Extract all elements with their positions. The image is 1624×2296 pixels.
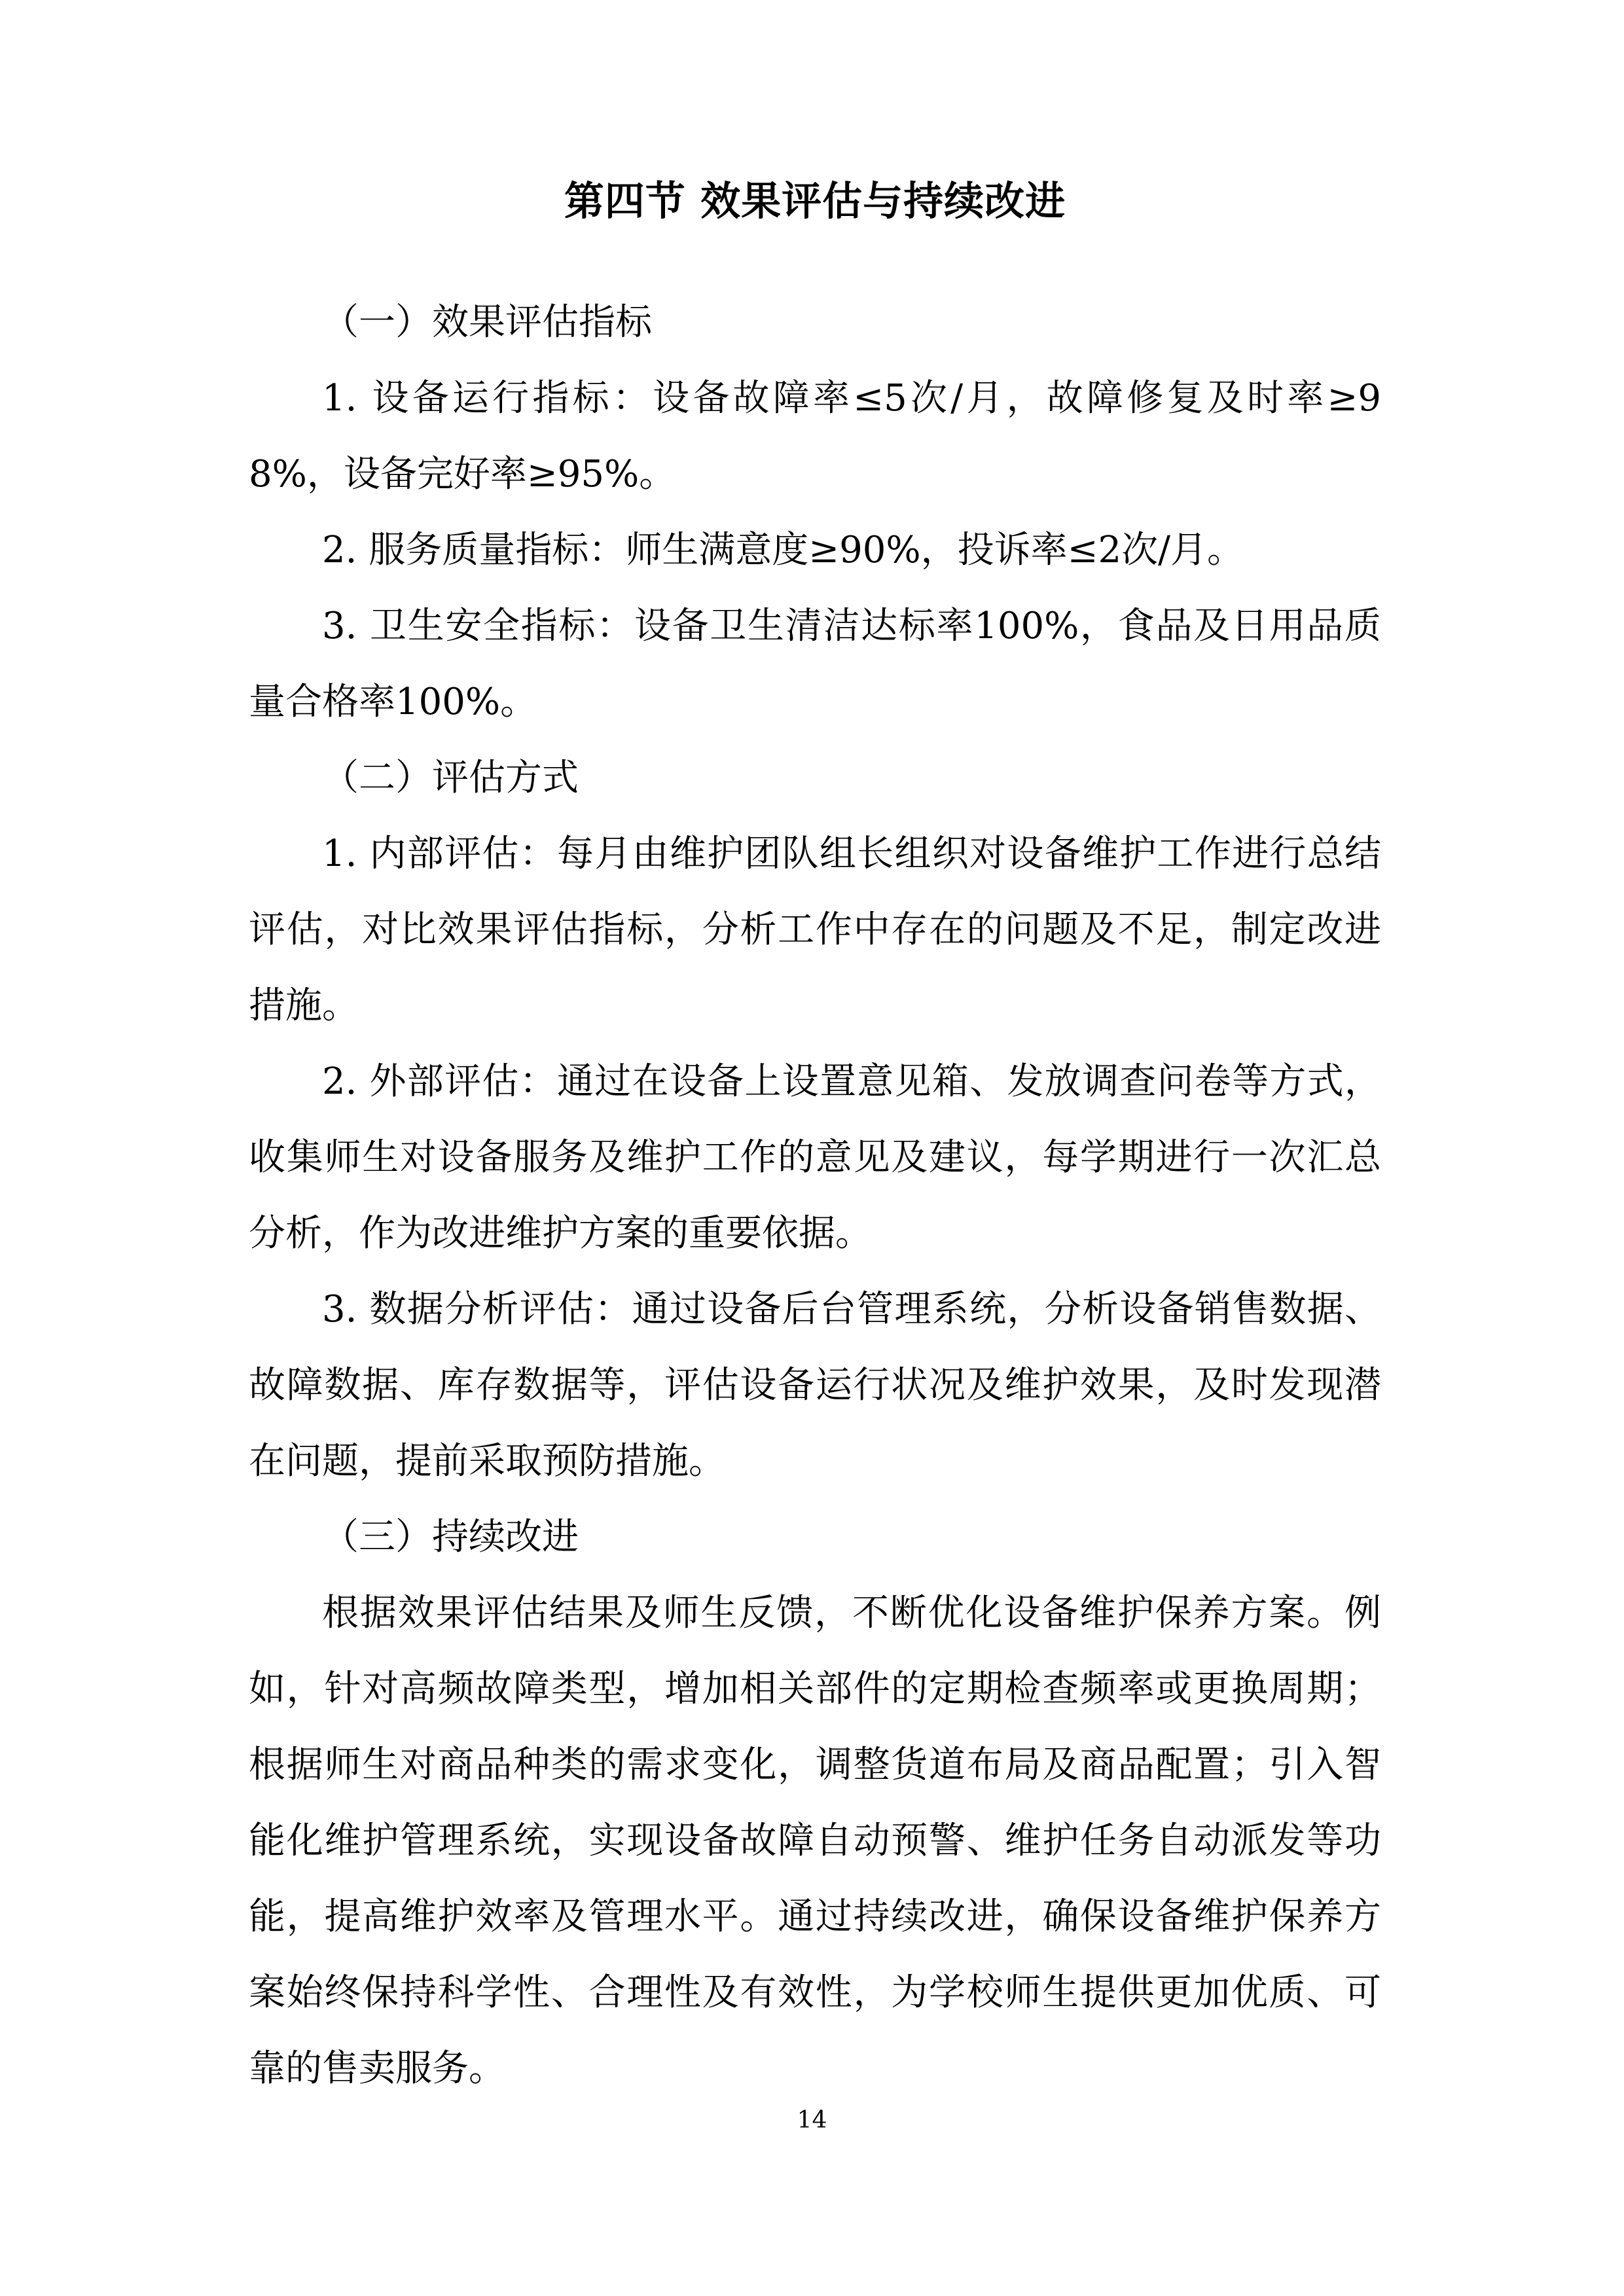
paragraph-internal-evaluation: 1. 内部评估：每月由维护团队组长组织对设备维护工作进行总结评估，对比效果评估指标，分析工作中存在的问题及不足，制定改进措施。 <box>249 833 1381 1027</box>
section-title: 第四节 效果评估与持续改进 <box>564 178 1066 224</box>
paragraph-external-evaluation: 2. 外部评估：通过在设备上设置意见箱、发放调查问卷等方式，收集师生对设备服务及维护工作的意见及建议，每学期进行一次汇总分析，作为改进维护方案的重要依据。 <box>249 1060 1381 1255</box>
subheading-effect-indicators: （一）效果评估指标 <box>322 301 652 344</box>
paragraph-safety-indicators: 3. 卫生安全指标：设备卫生清洁达标率100%，食品及日用品质量合格率100%。 <box>249 605 1381 723</box>
paragraph-service-indicators: 2. 服务质量指标：师生满意度≥90%，投诉率≤2次/月。 <box>322 529 1244 571</box>
page-number: 14 <box>797 2107 827 2134</box>
subheading-continuous-improvement: （三）持续改进 <box>322 1516 579 1558</box>
paragraph-improvement-body: 根据效果评估结果及师生反馈，不断优化设备维护保养方案。例如，针对高频故障类型，增加相关部件的定期检查频率或更换周期；根据师生对商品种类的需求变化，调整货道布局及商品配置；引入智能化维护管理系统，实现设备故障自动预警、维护任务自动派发等功能，提高维护效率及管理水平。通过持续改进，确保设备维护保养方案始终保持科学性、合理性及有效性，为学校师生提供更加优质、可靠的售卖服务。 <box>249 1592 1381 2090</box>
paragraph-equipment-indicators: 1. 设备运行指标：设备故障率≤5次/月，故障修复及时率≥98%，设备完好率≥95%。 <box>249 377 1381 495</box>
subheading-evaluation-methods: （二）评估方式 <box>322 757 579 799</box>
paragraph-data-evaluation: 3. 数据分析评估：通过设备后台管理系统，分析设备销售数据、故障数据、库存数据等，评估设备运行状况及维护效果，及时发现潜在问题，提前采取预防措施。 <box>249 1288 1381 1482</box>
document-page <box>249 177 1381 2107</box>
